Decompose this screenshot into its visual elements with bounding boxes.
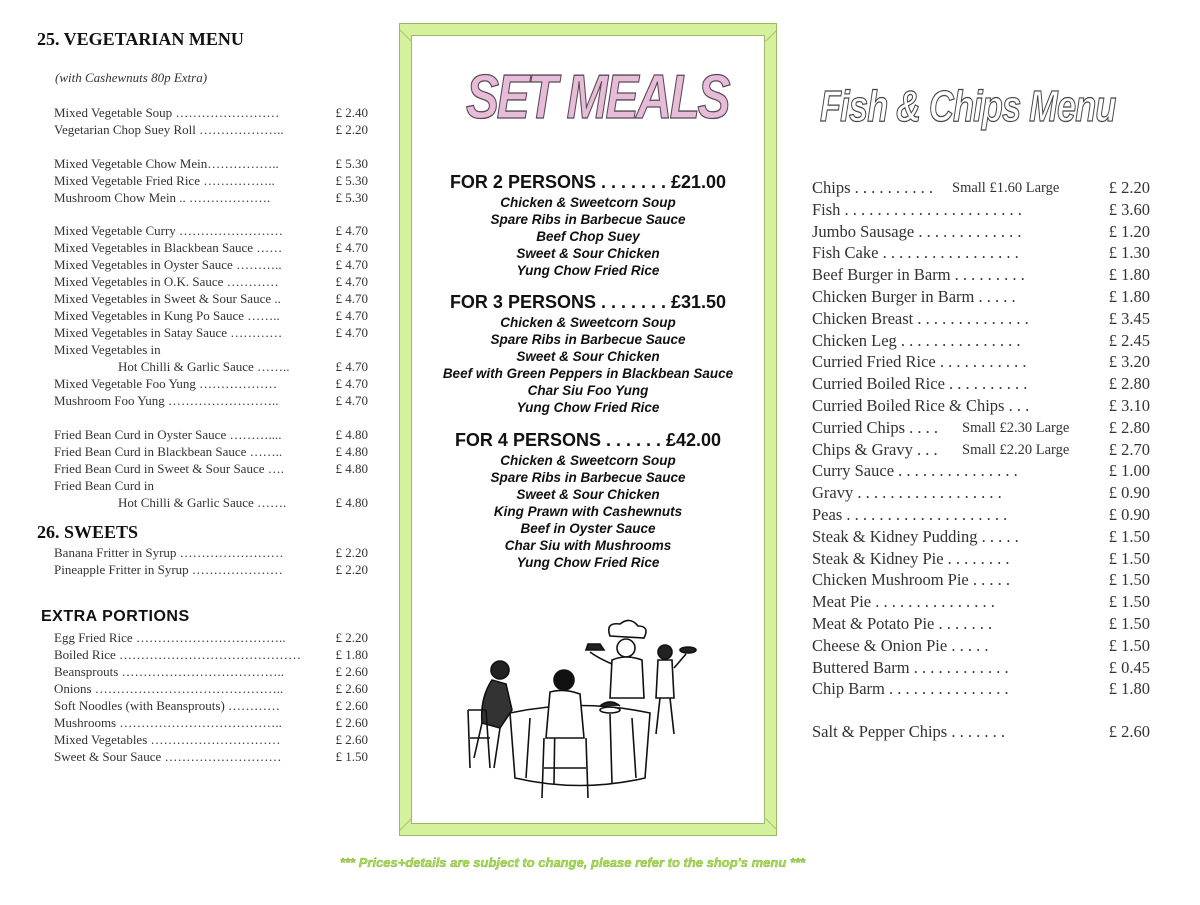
menu-item: [54, 748, 370, 765]
menu-item: [54, 358, 370, 375]
set-meal-item: Beef Chop Suey: [536, 229, 640, 244]
item-name: Chicken Mushroom Pie . . . . .: [812, 570, 1010, 590]
set-meal-item: Sweet & Sour Chicken: [516, 487, 660, 502]
item-name: Banana Fritter in Syrup ……………………: [54, 545, 284, 560]
item-price: £ 1.80: [1108, 287, 1150, 306]
item-price: £ 4.70: [335, 376, 368, 391]
item-price: £ 4.70: [335, 291, 368, 306]
fish-chips-title: Fish & Chips Menu: [820, 82, 1116, 131]
item-price: £ 4.80: [335, 427, 368, 442]
menu-item: [54, 324, 370, 341]
item-price: £ 2.40: [335, 105, 368, 120]
menu-item: [812, 221, 1152, 242]
menu-item: [812, 417, 1152, 438]
item-name: Meat Pie . . . . . . . . . . . . . . .: [812, 592, 995, 612]
item-price: £ 0.90: [1108, 483, 1150, 503]
item-price: £ 2.60: [335, 698, 368, 713]
item-price: £ 1.80: [1108, 679, 1150, 699]
item-name: Jumbo Sausage . . . . . . . . . . . . .: [812, 221, 1022, 241]
item-name: Chips . . . . . . . . . .: [812, 178, 934, 197]
menu-item: [54, 714, 370, 731]
footer-note: *** Prices+details are subject to change, please refer to the shop's menu ***: [339, 855, 806, 870]
item-price: £ 1.50: [1108, 592, 1150, 612]
item-price: £ 3.10: [1108, 396, 1150, 415]
menu-item: [54, 256, 370, 273]
item-name: Fried Bean Curd in Oyster Sauce ………....: [54, 427, 282, 442]
item-price: £ 2.60: [335, 681, 368, 696]
item-price: £ 4.70: [335, 393, 368, 408]
item-price: £ 1.50: [1108, 614, 1150, 633]
item-price: £ 4.80: [335, 461, 368, 476]
set-meal-item: Spare Ribs in Barbecue Sauce: [490, 212, 686, 227]
menu-item: [812, 657, 1152, 678]
item-price: £ 4.70: [335, 240, 368, 255]
item-name: Mushroom Foo Yung ……………………..: [54, 393, 279, 408]
item-name: Boiled Rice ……………………………………: [54, 647, 301, 662]
set-meal-item: Sweet & Sour Chicken: [516, 349, 660, 364]
item-name: Egg Fried Rice ……………………………..: [54, 630, 286, 645]
item-price: £ 2.70: [1108, 439, 1150, 459]
item-price: £ 2.20: [335, 545, 368, 560]
item-price: £ 1.80: [335, 647, 368, 662]
extra-title: EXTRA PORTIONS: [41, 608, 190, 625]
item-price: £ 4.80: [335, 444, 368, 459]
item-price: £ 4.70: [335, 274, 368, 289]
item-name: Peas . . . . . . . . . . . . . . . . . . . .: [812, 505, 1008, 524]
set-meal-item: Beef in Oyster Sauce: [520, 521, 656, 536]
item-price: £ 5.30: [335, 173, 368, 188]
menu-item: [54, 104, 370, 121]
item-price: £ 2.20: [335, 562, 368, 577]
set-meal-item: Char Siu Foo Yung: [527, 383, 649, 398]
item-name: Mixed Vegetable Chow Mein……………..: [54, 156, 279, 171]
item-name: Mixed Vegetable Curry ……………………: [54, 223, 284, 238]
menu-item: [812, 330, 1152, 351]
item-name: Curried Boiled Rice . . . . . . . . . .: [812, 374, 1028, 394]
menu-item: [54, 443, 370, 460]
menu-item: [54, 663, 370, 680]
item-name: Mushroom Chow Mein .. ……………….: [54, 190, 271, 205]
menu-item: [54, 189, 370, 206]
item-price: £ 2.60: [335, 732, 368, 747]
item-name: Vegetarian Chop Suey Roll ………………..: [54, 122, 284, 137]
item-name: Sweet & Sour Sauce ………………………: [54, 749, 282, 764]
item-name: Chips & Gravy . . .: [812, 439, 938, 459]
item-name: Mixed Vegetables in Sweet & Sour Sauce ..: [54, 291, 281, 306]
menu-item: [54, 239, 370, 256]
item-price: £ 3.60: [1108, 199, 1150, 219]
set-meal-item: Chicken & Sweetcorn Soup: [500, 315, 676, 330]
item-size-price: Small £1.60 Large: [952, 180, 1060, 196]
menu-item: [812, 613, 1152, 634]
item-name: Mixed Vegetables in Blackbean Sauce ……: [54, 240, 283, 255]
set-meal-item: Sweet & Sour Chicken: [516, 246, 660, 261]
item-name: Meat & Potato Pie . . . . . . .: [812, 614, 993, 633]
item-price: £ 4.70: [335, 359, 368, 374]
item-name: Fish Cake . . . . . . . . . . . . . . . . .: [812, 243, 1019, 263]
set-meal-item: Yung Chow Fried Rice: [516, 400, 660, 415]
item-name: Mixed Vegetables in Satay Sauce …………: [54, 325, 283, 340]
item-price: £ 2.20: [335, 630, 368, 645]
item-name: Beansprouts ………………………………..: [54, 664, 285, 679]
menu-item: [54, 697, 370, 714]
menu-item: [54, 544, 370, 561]
item-name: Pineapple Fritter in Syrup …………………: [54, 562, 283, 577]
item-name: Mixed Vegetables in Oyster Sauce ………..: [54, 257, 282, 272]
set-meal-item: Chicken & Sweetcorn Soup: [500, 195, 676, 210]
menu-item: [54, 731, 370, 748]
item-name: Mixed Vegetable Fried Rice ……………..: [54, 173, 275, 188]
menu-item: [54, 155, 370, 172]
menu-item: [812, 373, 1152, 394]
chef-and-diners-icon: [460, 618, 700, 804]
set-meal-item: Spare Ribs in Barbecue Sauce: [490, 470, 686, 485]
menu-item: [812, 308, 1152, 329]
item-price: £ 2.45: [1108, 330, 1150, 350]
item-name: Chicken Leg . . . . . . . . . . . . . . .: [812, 330, 1021, 350]
item-name: Curry Sauce . . . . . . . . . . . . . . .: [812, 461, 1018, 481]
item-price: £ 4.80: [335, 495, 368, 510]
menu-item: [54, 561, 370, 578]
menu-item: [812, 351, 1152, 372]
set-meal-item: Beef with Green Peppers in Blackbean Sauce: [442, 366, 734, 381]
item-name: Mixed Vegetables in: [54, 342, 161, 357]
item-price: £ 2.60: [335, 664, 368, 679]
menu-item: [54, 494, 370, 511]
vegetarian-title: 25. VEGETARIAN MENU: [37, 29, 244, 49]
item-price: £ 1.80: [1108, 265, 1150, 285]
menu-item: [812, 460, 1152, 481]
item-name: Buttered Barm . . . . . . . . . . . .: [812, 657, 1009, 677]
menu-item: [812, 591, 1152, 612]
item-price: £ 1.50: [1108, 526, 1150, 546]
item-name: Steak & Kidney Pudding . . . . .: [812, 526, 1019, 546]
item-price: £ 1.50: [1108, 548, 1150, 568]
set-meal-heading: FOR 2 PERSONS . . . . . . . £21.00: [449, 172, 727, 192]
set-meal-item: Char Siu with Mushrooms: [504, 538, 672, 553]
item-name: Fried Bean Curd in: [54, 478, 155, 493]
item-size-price: Small £2.20 Large: [962, 441, 1070, 458]
menu-item: [812, 504, 1152, 525]
menu-item: [54, 375, 370, 392]
menu-item: [812, 286, 1152, 307]
set-meal-heading: FOR 4 PERSONS . . . . . . £42.00: [454, 430, 722, 450]
menu-item: [54, 477, 370, 494]
menu-item: [812, 678, 1152, 699]
item-name: Mixed Vegetables in Kung Po Sauce ……..: [54, 308, 280, 323]
item-name: Chip Barm . . . . . . . . . . . . . . .: [812, 679, 1009, 699]
item-price: £ 0.90: [1108, 505, 1150, 524]
item-name: Beef Burger in Barm . . . . . . . . .: [812, 265, 1025, 285]
left-column: [0, 0, 390, 905]
item-price: £ 1.50: [335, 749, 368, 764]
item-name: Onions ……………………………………..: [54, 681, 284, 696]
menu-item: [812, 264, 1152, 285]
menu-item: [812, 177, 1152, 198]
item-name: Mixed Vegetables …………………………: [54, 732, 281, 747]
menu-item: [54, 392, 370, 409]
item-size-price: Small £2.30 Large: [962, 419, 1070, 436]
item-price: £ 2.20: [1108, 178, 1150, 197]
menu-item: [812, 635, 1152, 656]
set-meal-item: Yung Chow Fried Rice: [516, 263, 660, 278]
item-price: £ 2.80: [1108, 374, 1150, 394]
set-meal-item: Chicken & Sweetcorn Soup: [500, 453, 676, 468]
set-meal-item: Spare Ribs in Barbecue Sauce: [490, 332, 686, 347]
menu-item: [54, 341, 370, 358]
item-price: £ 4.70: [335, 223, 368, 238]
menu-item: [54, 273, 370, 290]
item-price: £ 3.20: [1108, 352, 1150, 372]
menu-item: [54, 307, 370, 324]
menu-item: [812, 199, 1152, 220]
menu-item: [54, 460, 370, 477]
item-price: £ 1.00: [1108, 461, 1150, 481]
set-meals-title: SET MEALS: [466, 63, 729, 132]
menu-item: [54, 629, 370, 646]
item-name: Curried Boiled Rice & Chips . . .: [812, 396, 1030, 415]
item-price: £ 2.60: [1108, 722, 1150, 741]
menu-item: [812, 395, 1152, 416]
item-name: Salt & Pepper Chips . . . . . . .: [812, 722, 1005, 741]
item-name: Fried Bean Curd in Sweet & Sour Sauce ….: [54, 461, 284, 476]
item-name: Fish . . . . . . . . . . . . . . . . . . . . . .: [812, 199, 1022, 219]
item-price: £ 1.20: [1108, 221, 1150, 241]
menu-item: [812, 526, 1152, 547]
item-name: Chicken Burger in Barm . . . . .: [812, 287, 1016, 306]
item-price: £ 1.50: [1108, 570, 1150, 590]
menu-item: [812, 482, 1152, 503]
menu-item: [54, 222, 370, 239]
menu-item: [812, 242, 1152, 263]
menu-item: [54, 646, 370, 663]
menu-item: [54, 121, 370, 138]
item-name: Mixed Vegetable Foo Yung ………………: [54, 376, 278, 391]
item-name: Mixed Vegetables in O.K. Sauce …………: [54, 274, 279, 289]
item-price: £ 5.30: [335, 156, 368, 171]
item-price: £ 5.30: [335, 190, 368, 205]
sweets-title: 26. SWEETS: [37, 522, 139, 542]
item-name: Fried Bean Curd in Blackbean Sauce ……..: [54, 444, 283, 459]
menu-item: [54, 426, 370, 443]
item-name: Mushrooms ………………………………..: [54, 715, 282, 730]
vegetarian-note: (with Cashewnuts 80p Extra): [55, 70, 208, 85]
set-meal-heading: FOR 3 PERSONS . . . . . . . £31.50: [449, 292, 727, 312]
item-name: Steak & Kidney Pie . . . . . . . .: [812, 548, 1010, 568]
set-meal-item: Yung Chow Fried Rice: [516, 555, 660, 570]
menu-item: [54, 290, 370, 307]
item-price: £ 4.70: [335, 325, 368, 340]
item-name: Curried Fried Rice . . . . . . . . . . .: [812, 352, 1027, 372]
item-name: Chicken Breast . . . . . . . . . . . . . .: [812, 308, 1029, 328]
item-price: £ 2.20: [335, 122, 368, 137]
menu-item: [812, 439, 1152, 460]
item-name: Curried Chips . . . .: [812, 417, 939, 437]
menu-item: [812, 721, 1152, 742]
item-name: Cheese & Onion Pie . . . . .: [812, 635, 989, 655]
item-price: £ 2.80: [1108, 417, 1150, 437]
menu-item: [812, 548, 1152, 569]
item-name: Gravy . . . . . . . . . . . . . . . . . .: [812, 483, 1002, 503]
item-price: £ 0.45: [1108, 657, 1150, 677]
item-name: Mixed Vegetable Soup ……………………: [54, 105, 280, 120]
item-price: £ 2.60: [335, 715, 368, 730]
item-price: £ 1.30: [1108, 243, 1150, 263]
menu-item: [812, 569, 1152, 590]
item-price: £ 3.45: [1108, 308, 1150, 328]
menu-item: [54, 172, 370, 189]
item-name: Hot Chilli & Garlic Sauce ……..: [118, 359, 290, 374]
item-price: £ 4.70: [335, 308, 368, 323]
item-price: £ 4.70: [335, 257, 368, 272]
menu-item: [54, 680, 370, 697]
item-price: £ 1.50: [1108, 635, 1150, 655]
item-name: Soft Noodles (with Beansprouts) …………: [54, 698, 281, 713]
item-name: Hot Chilli & Garlic Sauce …….: [118, 495, 287, 510]
set-meal-item: King Prawn with Cashewnuts: [493, 504, 683, 519]
